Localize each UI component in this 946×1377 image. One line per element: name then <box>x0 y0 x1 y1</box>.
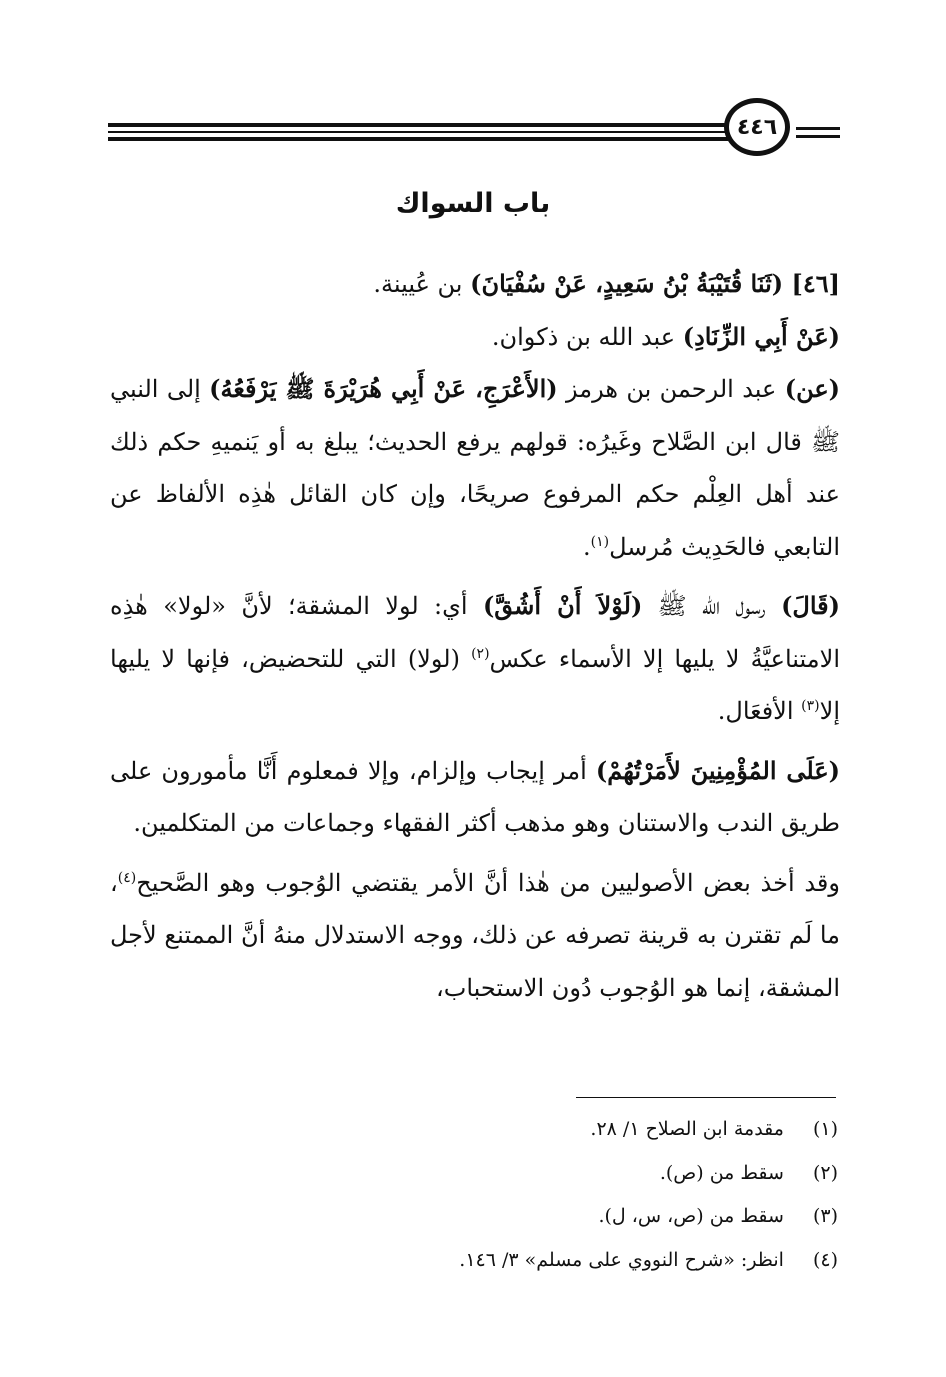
bold-text-run: (عن) <box>784 374 841 403</box>
bold-text-run: (عَلَى المُؤْمِنِينَ لأَمَرْتُهُمْ) <box>595 755 840 785</box>
footnote <box>300 1152 838 1196</box>
footnote-ref: (٣) <box>801 698 820 714</box>
footnote-number: (١) <box>812 1118 838 1140</box>
bold-text-run: [٤٦] (ثَنَا قُتَيْبَةُ بْنُ سَعِيدٍ، عَنْ سُفْيَانَ) <box>470 269 840 298</box>
text-run: بن عُيينة. <box>373 270 471 298</box>
footnote-number: (٤) <box>812 1248 838 1271</box>
bold-text-run: (عَنْ أَبِي الزِّنَادِ) <box>682 321 840 351</box>
footnote-number: (٢) <box>812 1161 838 1184</box>
main-text <box>110 258 840 1014</box>
text-run: إلى النبي ﷺ قال ابن الصَّلاح وغَيرُه: قولهم يرفع الحديث؛ يبلغ به أو يَنميهِ حكم ذلك عند أهل العِلْم حكم المرفوع صريحًا، وإن كان القائل هٰذِه الألفاظ عن التابعي فالحَدِيث مُرسل <box>110 375 840 561</box>
footnote-text: سقط من (ص). <box>659 1161 784 1184</box>
text-run: أمر إيجاب وإلزام، وإلا فمعلوم أَنَّا مأمورون على طريق الندب والاستنان وهو مذهب أكثر الفقهاء وجماعات من المتكلمين. <box>110 756 840 837</box>
footnote <box>300 1239 838 1283</box>
footnote-separator <box>576 1097 836 1098</box>
footnote <box>300 1108 838 1152</box>
text-run: رسول الله ﷺ <box>642 592 782 620</box>
page-number-badge <box>724 98 790 156</box>
header-rule <box>108 123 728 127</box>
text-run: (لولا) التي للتحضيض، فإنها لا يليها إلا <box>110 644 840 725</box>
paragraph <box>110 311 840 364</box>
paragraph <box>110 258 840 311</box>
header-rule-tail <box>796 135 840 138</box>
footnote-text: انظر: «شرح النووي على مسلم» ٣/ ١٤٦. <box>459 1248 784 1271</box>
text-run: أي: لولا المشقة؛ لأنَّ «لولا» هٰذِه الامتناعيَّةُ لا يليها إلا الأسماء عكس <box>110 592 841 673</box>
footnote-ref: (٢) <box>471 645 490 662</box>
header-rule-tail <box>796 127 840 130</box>
paragraph <box>110 745 840 850</box>
paragraph <box>110 580 840 738</box>
text-run: ، ما لَم تقترن به قرينة تصرفه عن ذلك، ووجه الاستدلال منهُ أنَّ الممتنع لأجل المشقة، إنما هو الوُجوب دُون الاستحباب، <box>110 868 840 1002</box>
paragraph <box>110 857 840 1015</box>
header-rule <box>108 131 728 133</box>
footnotes <box>300 1108 838 1282</box>
text-run: وقد أخذ بعض الأصوليين من هٰذا أنَّ الأمر يقتضي الوُجوب وهو الصَّحيح <box>136 868 840 897</box>
text-run: عبد الرحمن بن هرمز <box>557 375 785 403</box>
footnote-text: سقط من (ص، س، ل). <box>598 1205 784 1227</box>
bold-text-run: (الأَعْرَجِ، عَنْ أَبِي هُرَيْرَةَ ﷺ يَرْفَعُهُ) <box>209 374 558 403</box>
page-number: ٤٤٦ <box>736 114 778 140</box>
text-run: عبد الله بن ذكوان. <box>491 322 683 351</box>
text-run: الأفعَال. <box>717 697 802 725</box>
footnote-ref: (١) <box>590 533 610 550</box>
footnote-text: مقدمة ابن الصلاح ١/ ٢٨. <box>590 1118 784 1140</box>
paragraph <box>110 363 840 573</box>
text-run: . <box>583 532 591 561</box>
bold-text-run: (لَوْلاَ أَنْ أَشُقَّ) <box>482 591 643 620</box>
chapter-title: باب السواك <box>395 188 551 219</box>
footnote <box>300 1195 838 1239</box>
footnote-number: (٣) <box>812 1205 838 1227</box>
header-rule <box>108 137 728 141</box>
footnote-ref: (٤) <box>117 869 137 886</box>
bold-text-run: (قَالَ) <box>781 591 840 620</box>
